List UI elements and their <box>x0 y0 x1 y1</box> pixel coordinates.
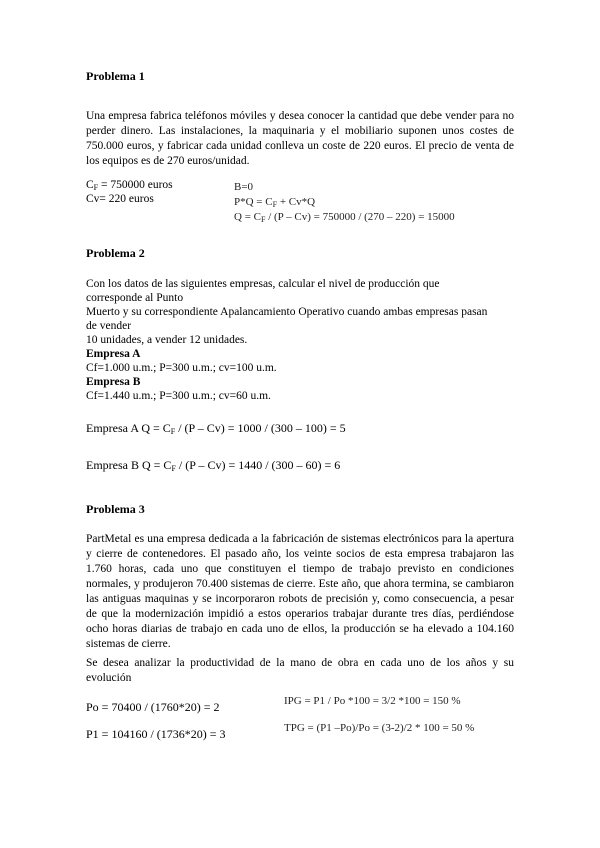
problem-2-line-2: corresponde al Punto <box>86 292 184 304</box>
problem-2-line-5: 10 unidades, a vender 12 unidades. <box>86 334 248 346</box>
problem-2-line-4: de vender <box>86 320 132 332</box>
calc-q-left: Q = C <box>234 211 261 223</box>
empresa-a-calc-left: Empresa A Q = C <box>86 421 171 435</box>
empresa-a-calc <box>86 421 346 439</box>
cf-value: = 750000 euros <box>98 179 173 191</box>
calc-q-subscript: F <box>260 215 266 224</box>
cf-subscript: F <box>93 183 99 192</box>
empresa-b-calc-subscript: F <box>171 464 176 473</box>
problem-1-title: Problema 1 <box>86 69 145 83</box>
empresa-a-calc-right: / (P – Cv) = 1000 / (300 – 100) = 5 <box>175 421 346 435</box>
problem-3-title: Problema 3 <box>86 502 145 516</box>
empresa-a-heading: Empresa A <box>86 348 141 360</box>
problem-2-title: Problema 2 <box>86 246 145 260</box>
empresa-b-calc-right: / (P – Cv) = 1440 / (300 – 60) = 6 <box>175 458 341 472</box>
empresa-b-data: Cf=1.440 u.m.; P=300 u.m.; cv=60 u.m. <box>86 390 271 402</box>
tpg-formula: TPG = (P1 –Po)/Po = (3-2)/2 * 100 = 50 % <box>284 722 475 734</box>
cv-line: Cv= 220 euros <box>86 193 154 205</box>
cf-label: C <box>86 179 94 191</box>
problem-3-text: PartMetal es una empresa dedicada a la fabricación de sistemas electrónicos para la apertura y cierre de contenedores. El pasado año, los veinte socios de esta empresa trabajaron las 1.760 horas, cada uno que constituyen el tiempo de trabajo previsto en condiciones normales, y produjeron 70.400 sistemas de cierre. Este año, que ahora termina, se cambiaron las antiguas maquinas y se incorporaron robots de precisión y, como consecuencia, a pesar de que la modernización impidió a estos operarios trabajar durante tres días, perdiéndose ocho horas diarias de trabajo en cada uno de ellos, la producción se ha elevado a 104.160 sistemas de cierre. <box>86 533 514 650</box>
calc-b-zero: B=0 <box>234 181 254 193</box>
po-formula: Po = 70400 / (1760*20) = 2 <box>86 700 220 714</box>
ipg-formula: IPG = P1 / Po *100 = 3/2 *100 = 150 % <box>284 695 461 707</box>
problem-1-text: Una empresa fabrica teléfonos móviles y desea conocer la cantidad que debe vender para no perder dinero. Las instalaciones, la maquinaria y el mobiliario suponen unos costes de 750.000 euros, y fabricar cada unidad conlleva un coste de 220 euros. El precio de venta de los equipos es de 270 euros/unidad. <box>86 110 514 167</box>
calc-q <box>234 211 455 227</box>
calc-pq <box>234 196 315 212</box>
empresa-a-calc-subscript: F <box>170 427 176 436</box>
problem-2-line-3: Muerto y su correspondiente Apalancamiento Operativo cuando ambas empresas pasan <box>86 306 488 318</box>
calc-pq-left: P*Q = C <box>234 196 273 208</box>
empresa-b-calc <box>86 458 340 476</box>
empresa-b-calc-left: Empresa B Q = C <box>86 458 172 472</box>
calc-pq-subscript: F <box>272 200 278 209</box>
calc-pq-right: + Cv*Q <box>277 196 316 208</box>
problem-2-line-1: Con los datos de las siguientes empresas, calcular el nivel de producción que <box>86 278 440 290</box>
problem-3-question: Se desea analizar la productividad de la mano de obra en cada uno de los años y su evolución <box>86 657 514 684</box>
empresa-b-heading: Empresa B <box>86 376 141 388</box>
calc-q-right: / (P – Cv) = 750000 / (270 – 220) = 15000 <box>265 211 455 223</box>
empresa-a-data: Cf=1.000 u.m.; P=300 u.m.; cv=100 u.m. <box>86 362 277 374</box>
p1-formula: P1 = 104160 / (1736*20) = 3 <box>86 727 226 741</box>
